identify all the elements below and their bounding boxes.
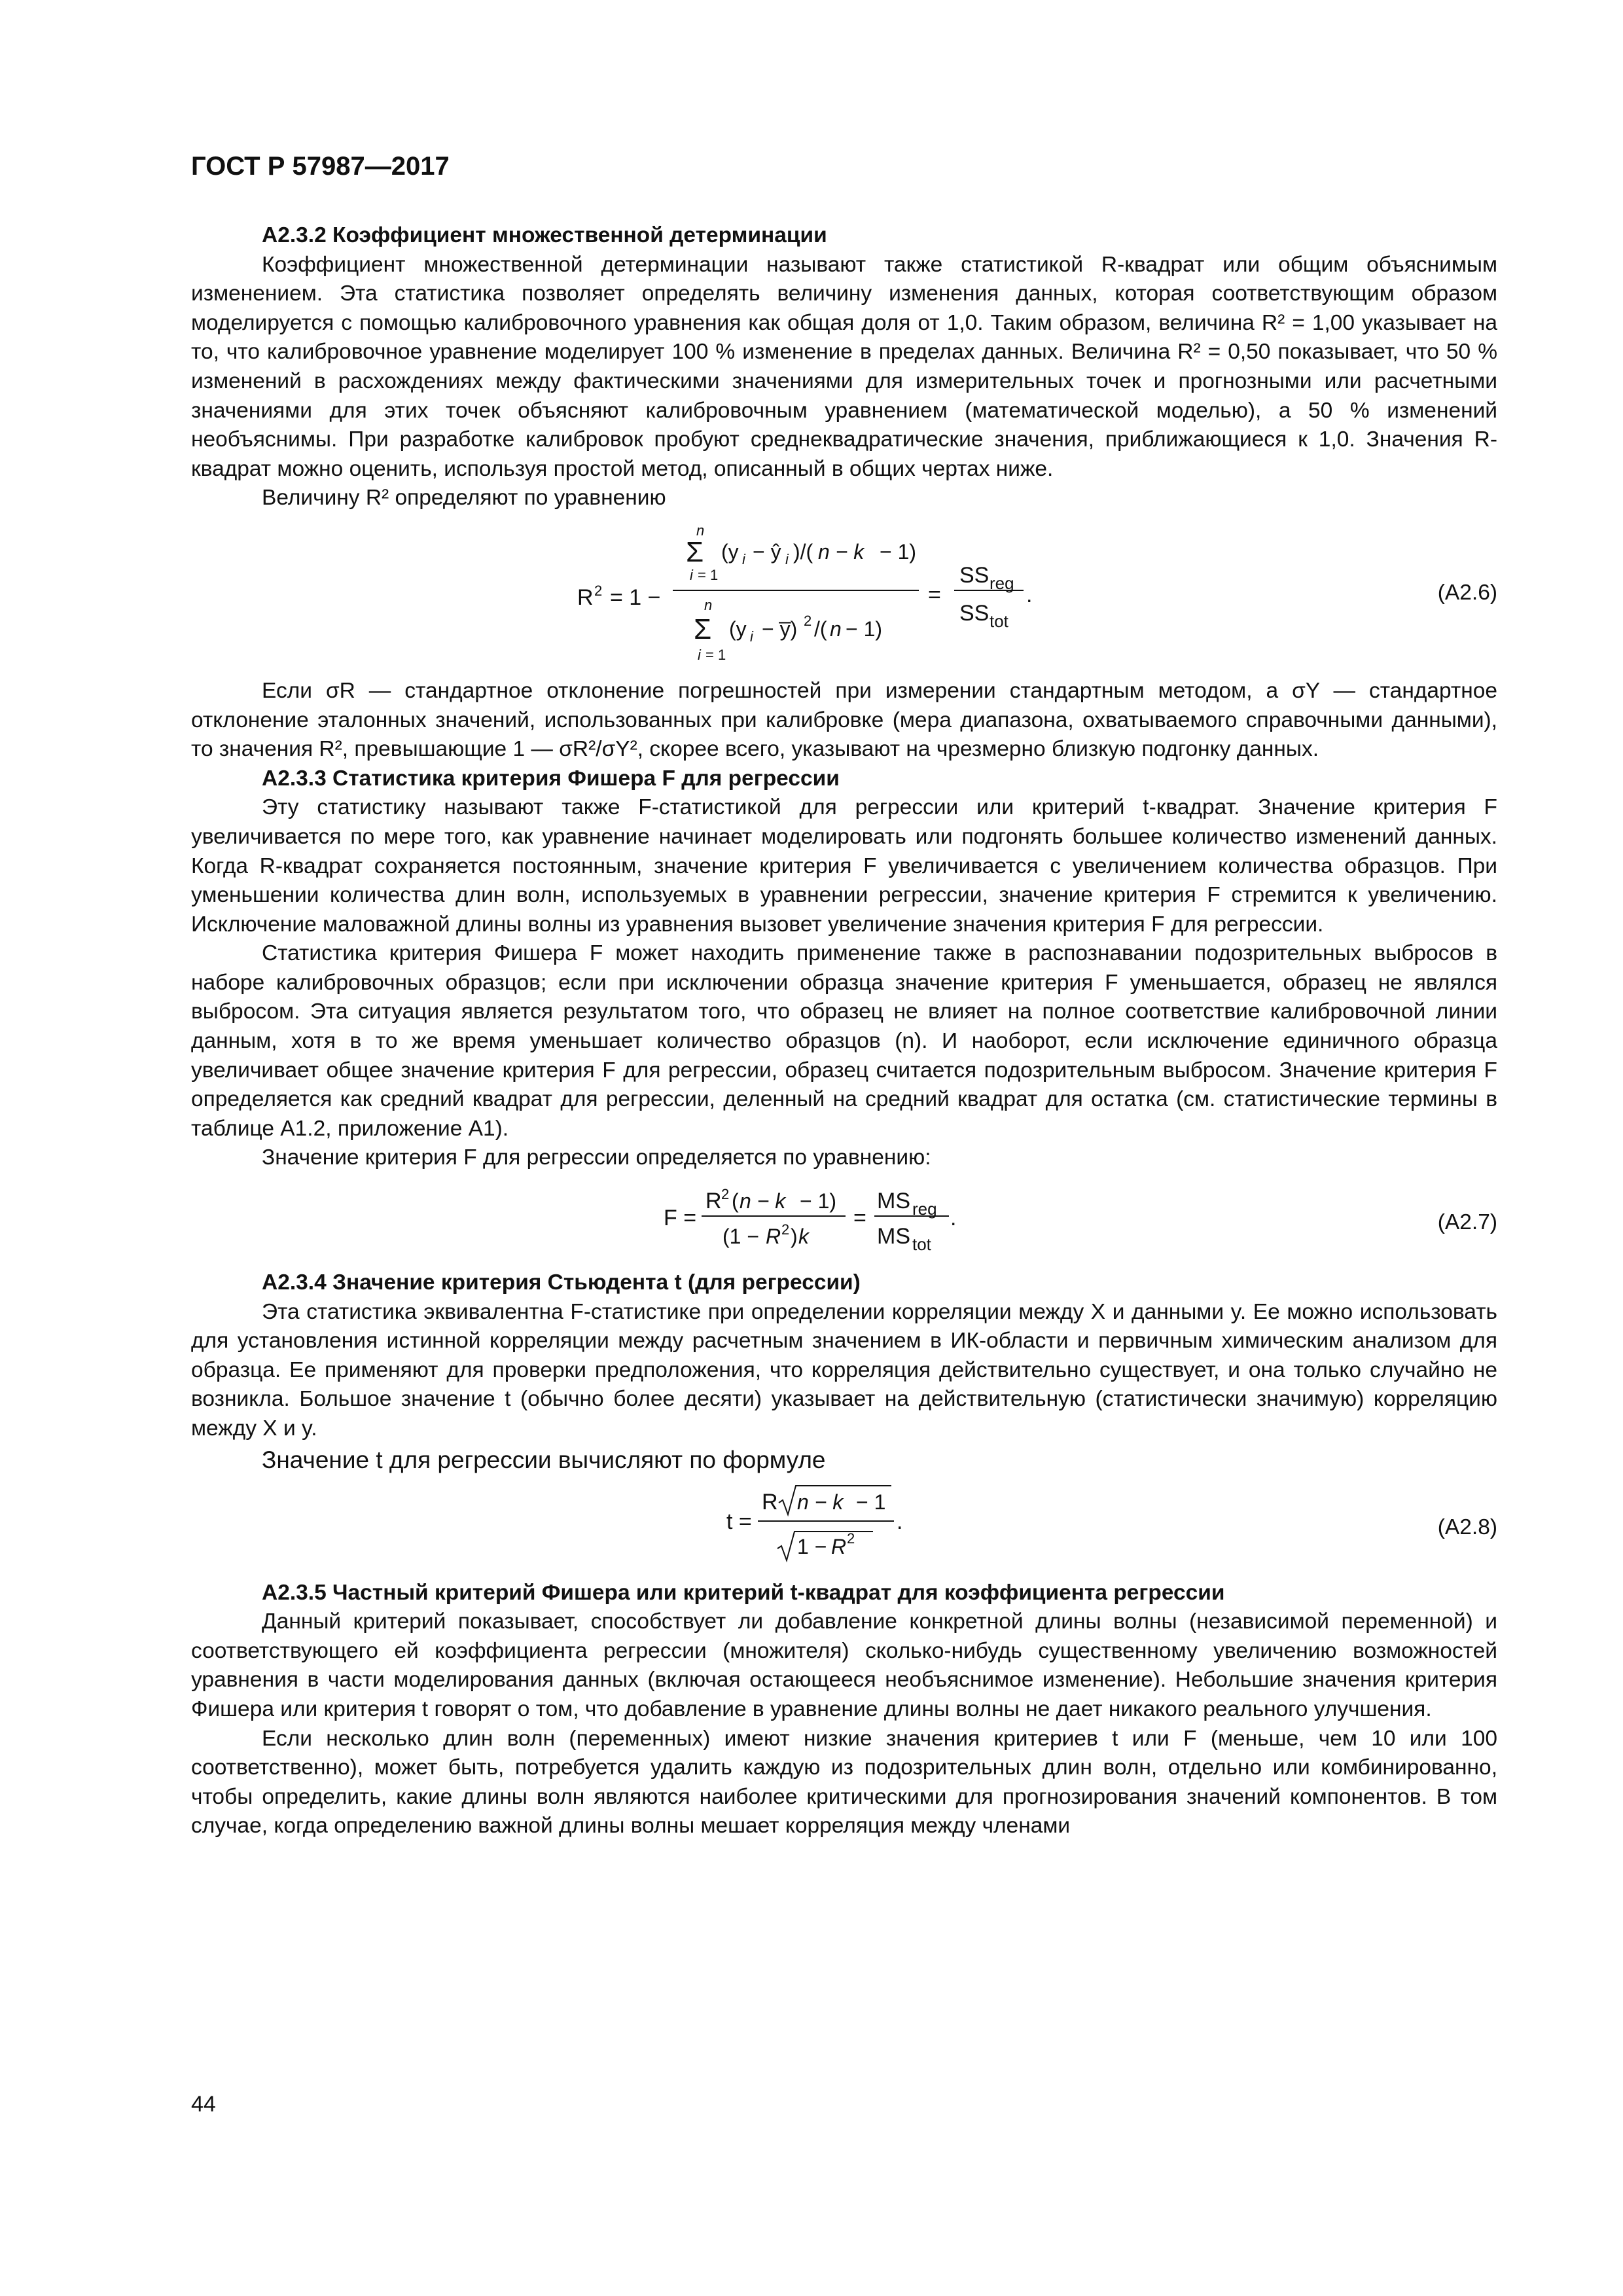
- page-number: 44: [191, 2092, 216, 2117]
- svg-text:2: 2: [781, 1221, 790, 1238]
- svg-text:n − k: n − k: [740, 1189, 786, 1213]
- svg-text:n − k: n − k: [797, 1490, 844, 1514]
- document-id: ГОСТ Р 57987—2017: [191, 152, 450, 181]
- svg-text:− 1): − 1): [880, 539, 917, 564]
- svg-text:i: i: [690, 566, 693, 583]
- svg-text:R: R: [705, 1189, 722, 1214]
- svg-text:.: .: [1026, 582, 1033, 607]
- svg-text:n: n: [696, 522, 705, 539]
- equation-a2-6: [191, 513, 1497, 673]
- svg-text:(y: (y: [721, 539, 739, 564]
- svg-text:− 1: − 1: [856, 1490, 886, 1514]
- paragraph: Если несколько длин волн (переменных) имеют низкие значения критериев t или F (меньше, чем 10 или 100 соответственно), может быть, потребуется удалить каждую из подозрительных длин волн, отдельно или комбинированно, чтобы определить, какие длины волн являются наиболее критическими для прогнозирования значений компонентов. В том случае, когда определению важной длины волны мешает корреляция между членами: [191, 1726, 1497, 1839]
- svg-text:R: R: [831, 1534, 847, 1558]
- svg-text:− ŷ: − ŷ: [753, 539, 781, 564]
- svg-text:n: n: [704, 596, 713, 613]
- svg-text:reg: reg: [912, 1199, 937, 1219]
- svg-text:i: i: [742, 550, 745, 567]
- svg-text:(1 −: (1 −: [722, 1225, 760, 1249]
- svg-text:): ): [791, 1225, 798, 1249]
- svg-text:=: =: [928, 582, 941, 607]
- document-body: [191, 221, 1497, 1841]
- section-heading-a234: А2.3.4 Значение критерия Стьюдента t (для регрессии): [262, 1270, 861, 1295]
- svg-text:1 −: 1 −: [797, 1534, 827, 1558]
- svg-text:− 1): − 1): [800, 1189, 837, 1213]
- svg-text:(y: (y: [729, 617, 747, 641]
- svg-text:R: R: [766, 1225, 781, 1249]
- svg-text:n − k: n − k: [818, 539, 865, 564]
- svg-text:2: 2: [594, 582, 603, 599]
- svg-text:n: n: [830, 617, 842, 641]
- svg-text:2: 2: [847, 1530, 855, 1547]
- svg-text:(: (: [732, 1189, 739, 1213]
- svg-text:2: 2: [804, 612, 812, 629]
- svg-text:t =: t =: [726, 1509, 752, 1534]
- svg-text:)/(: )/(: [793, 539, 813, 564]
- svg-text:SS: SS: [959, 600, 990, 626]
- svg-text:k: k: [798, 1225, 809, 1249]
- svg-text:tot: tot: [912, 1234, 931, 1255]
- svg-text:= 1: = 1: [698, 566, 719, 583]
- svg-text:i: i: [750, 628, 753, 645]
- svg-text:i: i: [785, 550, 789, 567]
- paragraph: Статистика критерия Фишера F может находить применение также в распознавании подозрительных выбросов в наборе калибровочных образцов; если при исключении образца значение критерия F уменьшается, образец не являлся выбросом. Эта ситуация является результатом того, что образец не влияет на полное соответствие калибровочной линии данным, хотя в то же время уменьшает количество образцов (n). И наоборот, если исключение единичного образца увеличивает общее значение критерия F для регрессии, образец считается подозрительным выбросом. Значение критерия F определяется как средний квадрат для регрессии, деленный на средний квадрат для остатка (см. статистические термины в таблице А1.2, приложение А1).: [191, 941, 1497, 1141]
- svg-text:Σ: Σ: [694, 613, 712, 645]
- svg-text:F =: F =: [664, 1206, 697, 1231]
- paragraph: Эту статистику называют также F-статистикой для регрессии или критерий t-квадрат. Значение критерия F увеличивается по мере того, как уравнение начинает моделировать или подгонять большее количество изменений данных. Когда R-квадрат сохраняется постоянным, значение критерия F увеличивается с увеличением количества образцов. При уменьшении количества длин волн, используемых в уравнении регрессии, значение критерия F стремится к увеличению. Исключение маловажной длины волны из уравнения вызовет увеличение значения критерия F для регрессии.: [191, 795, 1497, 937]
- svg-text:reg: reg: [990, 573, 1014, 593]
- svg-text:MS: MS: [877, 1189, 910, 1214]
- svg-text:i: i: [698, 646, 701, 663]
- paragraph: Значение критерия F для регрессии определяется по уравнению:: [262, 1145, 931, 1170]
- paragraph: Величину R² определяют по уравнению: [262, 486, 666, 511]
- paragraph: Если σR — стандартное отклонение погрешностей при измерении стандартным методом, а σY — стандартное отклонение эталонных значений, использованных при калибровке (мера диапазона, охватываемого справочными данными), то значения R², превышающие 1 — σR²/σY², скорее всего, указывают на чрезмерно близкую подгонку данных.: [191, 678, 1497, 762]
- svg-text:.: .: [950, 1206, 957, 1231]
- formula-t: [191, 1477, 1497, 1570]
- svg-text:=: =: [853, 1206, 866, 1231]
- svg-text:R: R: [762, 1489, 778, 1515]
- svg-text:= 1 −: = 1 −: [610, 584, 661, 610]
- equation-number: (А2.6): [1437, 580, 1497, 605]
- paragraph: Эта статистика эквивалентна F-статистике при определении корреляции между X и данными y. Ее можно использовать для установления истинной корреляции между расчетным значением в ИК-области и первичным химическим анализом для образца. Ее применяют для проверки предположения, что корреляция действительно существует, и она только случайно не возникла. Большое значение t (обычно более десяти) указывает на действительную (статистически значимую) корреляцию между X и y.: [191, 1299, 1497, 1441]
- svg-text:R: R: [577, 584, 594, 610]
- svg-text:tot: tot: [990, 611, 1008, 631]
- svg-text:Σ: Σ: [686, 535, 704, 568]
- section-heading-a232: А2.3.2 Коэффициент множественной детерминации: [262, 223, 827, 247]
- equation-number: (А2.8): [1437, 1515, 1497, 1539]
- formula-f: [191, 1173, 1497, 1259]
- equation-number: (А2.7): [1437, 1210, 1497, 1235]
- svg-text:MS: MS: [877, 1224, 910, 1249]
- svg-text:− 1): − 1): [846, 617, 883, 641]
- paragraph: Данный критерий показывает, способствует ли добавление конкретной длины волны (независимой переменной) и соответствующего ей коэффициента регрессии (множителя) сколько-нибудь существенному увеличению возможностей уравнения в части моделирования данных (включая остающееся необъяснимое изменение). Небольшие значения критерия Фишера или критерия t говорят о том, что добавление в уравнение длины волны не дает никакого реального улучшения.: [191, 1609, 1497, 1721]
- svg-text:/(: /(: [814, 617, 827, 641]
- equation-a2-7: [191, 1173, 1497, 1259]
- formula-r2: [191, 513, 1497, 673]
- section-heading-a235: А2.3.5 Частный критерий Фишера или критерий t-квадрат для коэффициента регрессии: [262, 1580, 1225, 1605]
- svg-text:= 1: = 1: [705, 646, 726, 663]
- svg-text:.: .: [897, 1509, 903, 1534]
- svg-text:SS: SS: [959, 562, 990, 588]
- equation-a2-8: [191, 1477, 1497, 1570]
- svg-text:2: 2: [721, 1186, 730, 1203]
- section-heading-a233: А2.3.3 Статистика критерия Фишера F для регрессии: [262, 766, 840, 791]
- paragraph: Коэффициент множественной детерминации называют также статистикой R-квадрат или общим объяснимым изменением. Эта статистика позволяет определять величину изменения данных, которая соответствующим образом моделируется с помощью калибровочного уравнения как общая доля от 1,0. Таким образом, величина R² = 1,00 указывает на то, что калибровочное уравнение моделирует 100 % изменение в пределах данных. Величина R² = 0,50 показывает, что 50 % изменений в расхождениях между фактическими значениями для измерительных точек и прогнозными или расчетными значениями для этих точек объясняют калибровочным уравнением (математической моделью), а 50 % изменений необъяснимы. При разработке калибровок пробуют среднеквадратические значения, приближающиеся к 1,0. Значения R-квадрат можно оценить, используя простой метод, описанный в общих чертах ниже.: [191, 252, 1497, 481]
- paragraph: Значение t для регрессии вычисляют по формуле: [262, 1446, 826, 1473]
- svg-text:− y̅): − y̅): [762, 617, 798, 641]
